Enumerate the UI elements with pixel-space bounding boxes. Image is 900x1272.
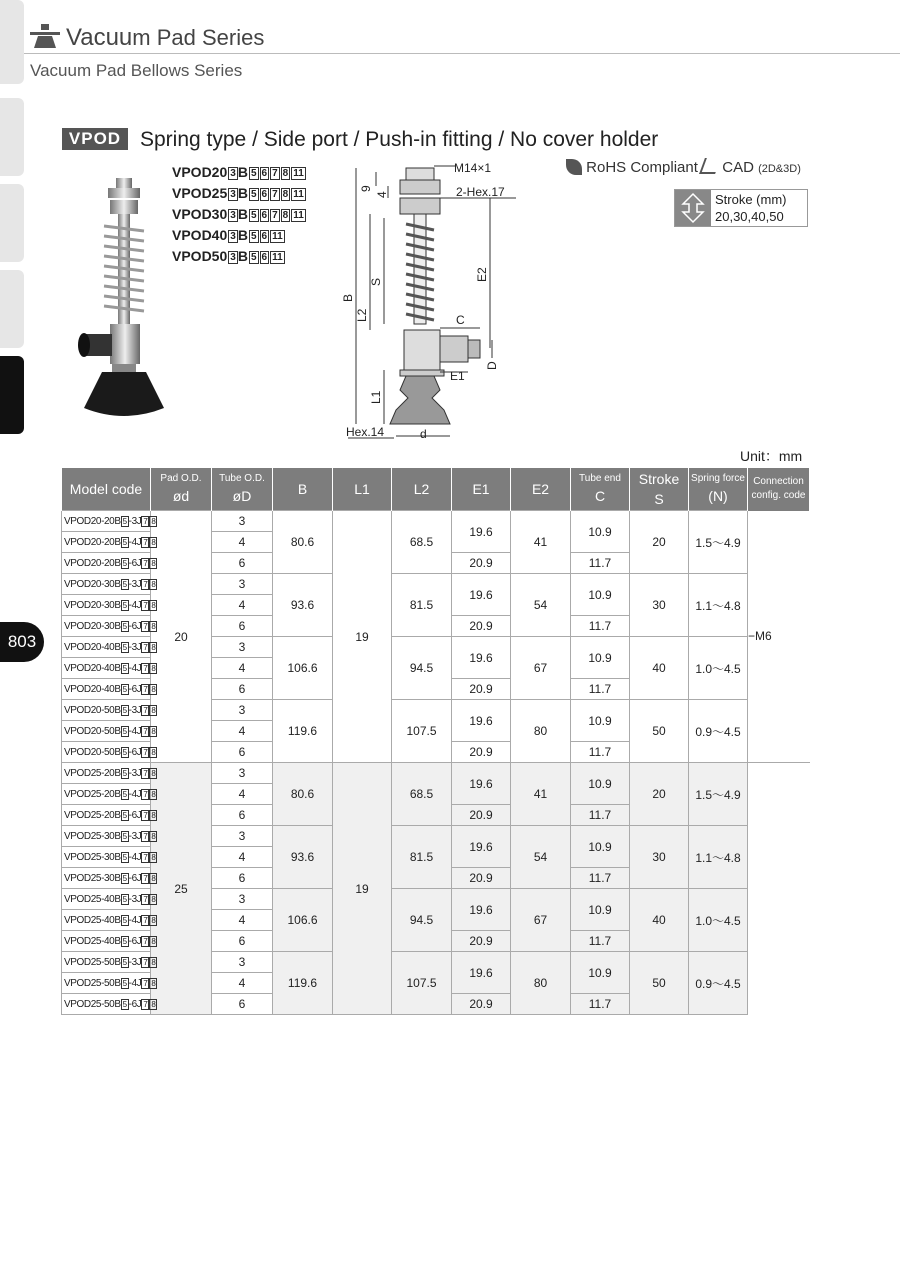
side-tab-4[interactable] <box>0 270 24 348</box>
cell-model-code: VPOD25-30B 5 -4J 7 8 <box>62 847 151 868</box>
cell-model-code: VPOD25-20B 5 -4J 7 8 <box>62 784 151 805</box>
label-dim-C: C <box>456 313 465 327</box>
stroke-box <box>674 189 808 227</box>
cell-E1: 19.6 <box>452 574 511 616</box>
side-tab-1[interactable] <box>0 0 24 84</box>
subseries-title: Vacuum Pad Bellows Series <box>30 61 243 80</box>
cell-E2: 67 <box>511 889 571 952</box>
cell-model-code: VPOD25-30B 5 -3J 7 8 <box>62 826 151 847</box>
label-dim-4: 4 <box>375 191 389 198</box>
cell-E1: 20.9 <box>452 868 511 889</box>
cell-connection: −M6 <box>748 511 810 763</box>
cell-E2: 54 <box>511 826 571 889</box>
cell-C: 10.9 <box>571 889 630 931</box>
cell-model-code: VPOD20-20B 5 -6J 7 8 <box>62 553 151 574</box>
model-code-list <box>172 162 306 267</box>
rohs-label: RoHS Compliant <box>586 159 698 176</box>
cell-B: 106.6 <box>273 889 333 952</box>
side-tab-3[interactable] <box>0 184 24 262</box>
cell-B: 93.6 <box>273 826 333 889</box>
label-hex-bottom: Hex.14 <box>346 425 385 439</box>
cad-label[interactable]: CAD <box>722 159 754 176</box>
th-L2: L2 <box>392 468 452 511</box>
table-header-row <box>62 468 810 511</box>
spec-table <box>61 468 810 1015</box>
cell-L2: 81.5 <box>392 826 452 889</box>
cell-model-code: VPOD25-40B 5 -3J 7 8 <box>62 889 151 910</box>
table-group-pad20 <box>62 511 810 763</box>
cell-tube-od: 4 <box>212 595 273 616</box>
th-tubeend: Tube end C <box>571 468 630 511</box>
cell-tube-od: 6 <box>212 616 273 637</box>
cell-C: 11.7 <box>571 553 630 574</box>
cell-E1: 20.9 <box>452 616 511 637</box>
label-dim-9: 9 <box>359 185 373 192</box>
cell-C: 11.7 <box>571 616 630 637</box>
cell-stroke: 50 <box>630 952 689 1015</box>
product-title: Spring type / Side port / Push-in fitting / No cover holder <box>140 128 659 151</box>
cell-model-code: VPOD25-50B 5 -3J 7 8 <box>62 952 151 973</box>
side-tab-active[interactable] <box>0 356 24 434</box>
cell-model-code: VPOD25-40B 5 -6J 7 8 <box>62 931 151 952</box>
unit-label: Unit：mm <box>740 448 803 464</box>
cell-tube-od: 6 <box>212 805 273 826</box>
cell-stroke: 40 <box>630 637 689 700</box>
cell-model-code: VPOD20-50B 5 -6J 7 8 <box>62 742 151 763</box>
th-E2: E2 <box>511 468 571 511</box>
cell-C: 10.9 <box>571 826 630 868</box>
cell-stroke: 30 <box>630 574 689 637</box>
cell-L2: 107.5 <box>392 700 452 763</box>
cell-E1: 19.6 <box>452 511 511 553</box>
cell-C: 10.9 <box>571 763 630 805</box>
cell-tube-od: 3 <box>212 763 273 784</box>
table-group-pad25 <box>62 763 810 1015</box>
cell-model-code: VPOD20-30B 5 -3J 7 8 <box>62 574 151 595</box>
cell-L2: 68.5 <box>392 763 452 826</box>
model-code-line-3: VPOD30 3 B 5 6 7 8 11 <box>172 206 304 222</box>
cell-B: 119.6 <box>273 700 333 763</box>
cell-tube-od: 4 <box>212 847 273 868</box>
cell-B: 106.6 <box>273 637 333 700</box>
th-pad: Pad O.D. ød <box>151 468 212 511</box>
model-code-line-5: VPOD50 3 B 5 6 11 <box>172 248 283 264</box>
cell-tube-od: 6 <box>212 742 273 763</box>
th-B: B <box>273 468 333 511</box>
cell-tube-od: 6 <box>212 679 273 700</box>
cell-E2: 41 <box>511 511 571 574</box>
cell-L2: 81.5 <box>392 574 452 637</box>
cell-model-code: VPOD20-40B 5 -6J 7 8 <box>62 679 151 700</box>
stroke-values: 20,30,40,50 <box>715 209 784 224</box>
cell-stroke: 40 <box>630 889 689 952</box>
cell-tube-od: 4 <box>212 658 273 679</box>
th-spring: Spring force (N) <box>689 468 748 511</box>
cell-model-code: VPOD20-50B 5 -4J 7 8 <box>62 721 151 742</box>
cell-E1: 19.6 <box>452 700 511 742</box>
cell-E1: 20.9 <box>452 553 511 574</box>
cell-C: 10.9 <box>571 952 630 994</box>
cell-E1: 20.9 <box>452 742 511 763</box>
cell-E1: 19.6 <box>452 637 511 679</box>
model-code-line-1: VPOD20 3 B 5 6 7 8 11 <box>172 164 304 180</box>
cell-E2: 67 <box>511 637 571 700</box>
cell-E2: 41 <box>511 763 571 826</box>
series-title: Vacuum Pad Series <box>66 24 265 51</box>
cell-L2: 94.5 <box>392 637 452 700</box>
cell-L2: 94.5 <box>392 889 452 952</box>
cell-C: 11.7 <box>571 868 630 889</box>
cell-tube-od: 3 <box>212 637 273 658</box>
cell-spring: 1.5～4.9 <box>689 763 748 826</box>
label-thread: M14×1 <box>454 161 492 175</box>
cell-B: 80.6 <box>273 763 333 826</box>
header-divider <box>24 53 900 54</box>
cell-tube-od: 4 <box>212 784 273 805</box>
leaf-icon <box>566 159 582 175</box>
cell-tube-od: 6 <box>212 931 273 952</box>
cell-L2: 68.5 <box>392 511 452 574</box>
th-model: Model code <box>62 468 151 511</box>
cell-tube-od: 4 <box>212 973 273 994</box>
cell-model-code: VPOD25-40B 5 -4J 7 8 <box>62 910 151 931</box>
cell-tube-od: 4 <box>212 532 273 553</box>
cell-E1: 19.6 <box>452 763 511 805</box>
cell-C: 11.7 <box>571 742 630 763</box>
cell-model-code: VPOD25-20B 5 -3J 7 8 <box>62 763 151 784</box>
cell-tube-od: 6 <box>212 553 273 574</box>
th-E1: E1 <box>452 468 511 511</box>
cell-model-code: VPOD20-50B 5 -3J 7 8 <box>62 700 151 721</box>
stroke-label: Stroke (mm) <box>715 192 787 207</box>
cell-C: 10.9 <box>571 511 630 553</box>
label-dim-E2: E2 <box>475 267 489 282</box>
th-connection: Connection config. code <box>748 468 810 511</box>
th-L1: L1 <box>333 468 392 511</box>
cell-tube-od: 6 <box>212 868 273 889</box>
side-tab-2[interactable] <box>0 98 24 176</box>
label-dim-E1: E1 <box>450 369 465 383</box>
label-hex-top: 2-Hex.17 <box>456 185 505 199</box>
cell-E1: 20.9 <box>452 931 511 952</box>
cell-pad-od: 20 <box>151 511 212 763</box>
cell-E2: 54 <box>511 574 571 637</box>
cell-model-code: VPOD20-30B 5 -6J 7 8 <box>62 616 151 637</box>
cad-note: (2D&3D) <box>758 163 801 175</box>
label-dim-D: D <box>485 361 499 370</box>
cell-L1: 19 <box>333 763 392 1015</box>
cell-L2: 107.5 <box>392 952 452 1015</box>
product-photo <box>74 176 174 426</box>
cell-C: 11.7 <box>571 805 630 826</box>
cell-C: 10.9 <box>571 637 630 679</box>
cell-spring: 1.1～4.8 <box>689 826 748 889</box>
product-badge: VPOD <box>62 128 128 150</box>
stroke-arrow-icon <box>675 190 711 226</box>
cell-B: 80.6 <box>273 511 333 574</box>
cell-E2: 80 <box>511 700 571 763</box>
cell-tube-od: 6 <box>212 994 273 1015</box>
cell-spring: 1.0～4.5 <box>689 637 748 700</box>
table-row <box>62 511 810 532</box>
cell-spring: 0.9～4.5 <box>689 700 748 763</box>
label-dim-d: d <box>420 427 427 441</box>
cell-model-code: VPOD20-20B 5 -4J 7 8 <box>62 532 151 553</box>
cell-stroke: 20 <box>630 511 689 574</box>
cell-B: 119.6 <box>273 952 333 1015</box>
label-dim-L2: L2 <box>355 308 369 322</box>
cell-E1: 19.6 <box>452 826 511 868</box>
cell-E1: 19.6 <box>452 952 511 994</box>
cell-C: 11.7 <box>571 994 630 1015</box>
cell-stroke: 20 <box>630 763 689 826</box>
model-code-line-2: VPOD25 3 B 5 6 7 8 11 <box>172 185 304 201</box>
cell-model-code: VPOD25-50B 5 -6J 7 8 <box>62 994 151 1015</box>
cell-C: 10.9 <box>571 700 630 742</box>
cell-tube-od: 3 <box>212 700 273 721</box>
cell-model-code: VPOD25-50B 5 -4J 7 8 <box>62 973 151 994</box>
th-tube: Tube O.D. øD <box>212 468 273 511</box>
label-dim-B: B <box>341 293 355 302</box>
page-number: 803 <box>0 622 44 662</box>
label-dim-S: S <box>369 277 383 286</box>
cell-E1: 20.9 <box>452 679 511 700</box>
model-code-line-4: VPOD40 3 B 5 6 11 <box>172 227 283 243</box>
cell-tube-od: 3 <box>212 826 273 847</box>
vacuum-pad-icon <box>30 24 60 50</box>
cell-spring: 1.1～4.8 <box>689 574 748 637</box>
cell-tube-od: 4 <box>212 721 273 742</box>
cell-spring: 1.5～4.9 <box>689 511 748 574</box>
cell-model-code: VPOD20-20B 5 -3J 7 8 <box>62 511 151 532</box>
cell-spring: 1.0～4.5 <box>689 889 748 952</box>
cell-tube-od: 3 <box>212 574 273 595</box>
cell-model-code: VPOD20-40B 5 -4J 7 8 <box>62 658 151 679</box>
cell-tube-od: 3 <box>212 889 273 910</box>
cell-pad-od: 25 <box>151 763 212 1015</box>
cell-E1: 19.6 <box>452 889 511 931</box>
cell-B: 93.6 <box>273 574 333 637</box>
cell-E1: 20.9 <box>452 994 511 1015</box>
cell-model-code: VPOD20-30B 5 -4J 7 8 <box>62 595 151 616</box>
cell-model-code: VPOD20-40B 5 -3J 7 8 <box>62 637 151 658</box>
th-stroke: Stroke S <box>630 468 689 511</box>
rohs-cad-line <box>566 158 801 176</box>
cell-C: 10.9 <box>571 574 630 616</box>
cell-tube-od: 3 <box>212 511 273 532</box>
cell-E2: 80 <box>511 952 571 1015</box>
cell-model-code: VPOD25-20B 5 -6J 7 8 <box>62 805 151 826</box>
cell-stroke: 30 <box>630 826 689 889</box>
table-row <box>62 763 810 784</box>
cell-tube-od: 3 <box>212 952 273 973</box>
cell-tube-od: 4 <box>212 910 273 931</box>
cell-spring: 0.9～4.5 <box>689 952 748 1015</box>
dimension-drawing <box>340 158 520 448</box>
cell-L1: 19 <box>333 511 392 763</box>
cad-icon <box>699 158 721 174</box>
cell-model-code: VPOD25-30B 5 -6J 7 8 <box>62 868 151 889</box>
cell-stroke: 50 <box>630 700 689 763</box>
cell-C: 11.7 <box>571 931 630 952</box>
label-dim-L1: L1 <box>369 390 383 404</box>
cell-C: 11.7 <box>571 679 630 700</box>
cell-E1: 20.9 <box>452 805 511 826</box>
